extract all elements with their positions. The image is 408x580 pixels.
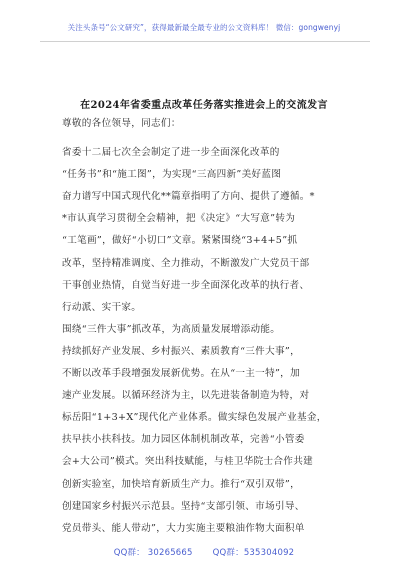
paragraph-2-line: 党员带头、能人带动”，大力实施主要粮油作物大面积单 xyxy=(62,522,305,534)
paragraph-2-line: 创新实验室，加快培育新质生产力。推行“双引双带”， xyxy=(62,478,300,490)
paragraph-2-line: 不断以改革手段增强发展新优势。在从“一主一特”，加 xyxy=(62,368,300,380)
paragraph-2-line: 标岳阳“1+3+X”现代化产业体系。做实绿色发展产业基金， xyxy=(62,412,327,424)
salutation-line: 尊敬的各位领导，同志们： xyxy=(62,118,181,129)
paragraph-2-line: 扶早扶小扶科技。加力园区体制机制改革，完善“小管委 xyxy=(62,434,305,446)
paragraph-1-line: 行动派、实干家。 xyxy=(62,301,142,313)
document-body xyxy=(62,113,352,540)
paragraph-1-line: “工笔画”，做好“小切口”文章。紧紧围绕“3+4+5”抓 xyxy=(62,235,298,247)
paragraph-1-line: 干事创业热情，自觉当好进一步全面深化改革的执行者、 xyxy=(62,279,310,291)
paragraph-2-line: 持续抓好产业发展、乡村振兴、素质教育“三件大事”， xyxy=(62,345,300,357)
paragraph-1-line: *市认真学习贯彻全会精神，把《决定》“大写意”转为 xyxy=(62,213,296,225)
paragraph-1-line: “任务书”和“施工图”，为实现“三高四新”美好蓝图 xyxy=(62,169,282,181)
page-header-banner: 关注头条号“公文研究”，获得最新最全最专业的公文资料库！ 微信：gongwenyj xyxy=(67,23,341,32)
footer-qq-group-1: QQ群： 30265665 xyxy=(113,548,193,558)
paragraph-2-line: 围绕“三件大事”抓改革，为高质量发展增添动能。 xyxy=(62,323,281,335)
paragraph-1-line: 省委十二届七次全会制定了进一步全面深化改革的 xyxy=(62,147,280,159)
paragraph-1-line: 奋力谱写中国式现代化**篇章指明了方向、提供了遵循。* xyxy=(62,191,315,203)
footer-qq-group-2: QQ群：535304092 xyxy=(212,548,295,558)
document-title: 在2024年省委重点改革任务落实推进会上的交流发言 xyxy=(80,100,328,111)
header-divider xyxy=(40,41,370,42)
page-footer xyxy=(0,546,408,558)
paragraph-2-line: 创建国家乡村振兴示范县。坚持“支部引领、市场引导、 xyxy=(62,500,305,512)
paragraph-gap xyxy=(62,135,352,142)
paragraph-1-line: 改革，坚持精准调度、全力推动，不断激发广大党员干部 xyxy=(62,257,310,269)
paragraph-2-line: 会+大公司”模式。突出科技赋能，与桂卫华院士合作共建 xyxy=(62,456,313,468)
paragraph-2-line: 速产业发展。以循环经济为主，以先进装备制造为特，对 xyxy=(62,390,310,402)
